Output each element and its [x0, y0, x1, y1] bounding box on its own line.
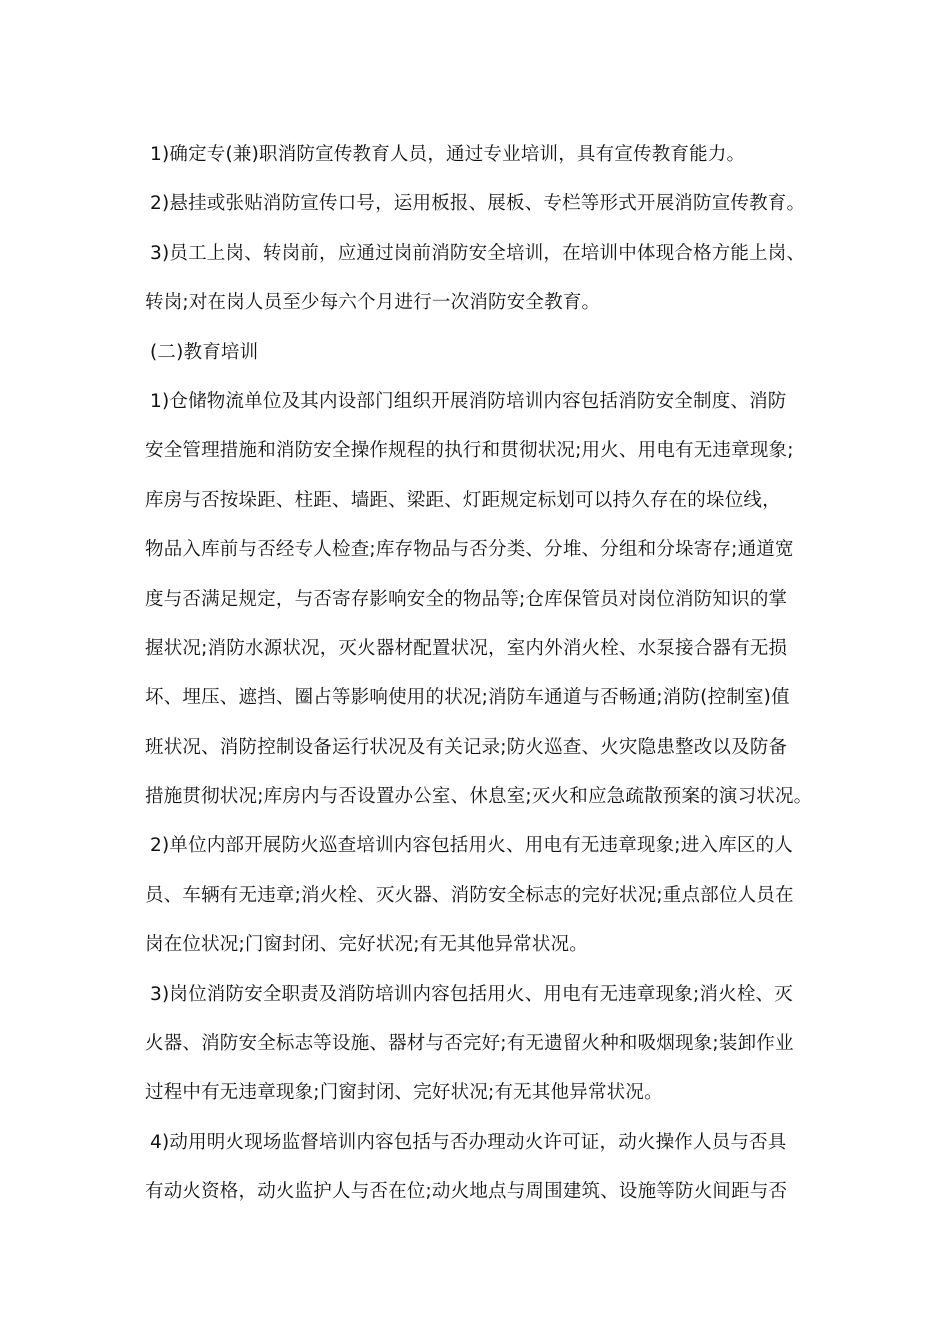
paragraph-line: 3)员工上岗、转岗前，应通过岗前消防安全培训，在培训中体现合格方能上岗、	[150, 242, 806, 264]
paragraph-line: 有动火资格，动火监护人与否在位;动火地点与周围建筑、设施等防火间距与否	[145, 1181, 788, 1203]
paragraph-line: 坏、埋压、遮挡、圈占等影响使用的状况;消防车通道与否畅通;消防(控制室)值	[145, 687, 790, 709]
paragraph-line: 库房与否按垛距、柱距、墙距、梁距、灯距规定标划可以持久存在的垛位线，	[145, 489, 781, 511]
paragraph-line: 4)动用明火现场监督培训内容包括与否办理动火许可证，动火操作人员与否具	[150, 1131, 787, 1153]
paragraph-line: 度与否满足规定，与否寄存影响安全的物品等;仓库保管员对岗位消防知识的掌	[145, 588, 788, 610]
paragraph-line: 物品入库前与否经专人检查;库存物品与否分类、分堆、分组和分垛寄存;通道宽	[145, 539, 794, 561]
section-heading: (二)教育培训	[150, 341, 259, 363]
paragraph-line: 过程中有无违章现象;门窗封闭、完好状况;有无其他异常状况。	[145, 1082, 663, 1104]
paragraph-line: 班状况、消防控制设备运行状况及有关记录;防火巡查、火灾隐患整改以及防备	[145, 736, 788, 758]
document-body	[145, 130, 825, 1217]
paragraph-line: 员、车辆有无违章;消火栓、灭火器、消防安全标志的完好状况;重点部位人员在	[145, 884, 794, 906]
paragraph-line: 1)仓储物流单位及其内设部门组织开展消防培训内容包括消防安全制度、消防	[150, 390, 787, 412]
paragraph-line: 2)悬挂或张贴消防宣传口号，运用板报、展板、专栏等形式开展消防宣传教育。	[150, 193, 806, 215]
paragraph-line: 2)单位内部开展防火巡查培训内容包括用火、用电有无违章现象;进入库区的人	[150, 835, 793, 857]
paragraph-line: 火器、消防安全标志等设施、器材与否完好;有无遗留火种和吸烟现象;装卸作业	[145, 1033, 794, 1055]
paragraph-line: 安全管理措施和消防安全操作规程的执行和贯彻状况;用火、用电有无违章现象;	[145, 440, 794, 462]
paragraph-line: 岗在位状况;门窗封闭、完好状况;有无其他异常状况。	[145, 934, 588, 956]
paragraph-line: 转岗;对在岗人员至少每六个月进行一次消防安全教育。	[145, 292, 601, 314]
paragraph-line: 措施贯彻状况;库房内与否设置办公室、休息室;灭火和应急疏散预案的演习状况。	[145, 786, 813, 808]
paragraph-line: 1)确定专(兼)职消防宣传教育人员，通过专业培训，具有宣传教育能力。	[150, 144, 746, 165]
paragraph-line: 握状况;消防水源状况，灭火器材配置状况，室内外消火栓、水泵接合器有无损	[145, 637, 788, 659]
paragraph-line: 3)岗位消防安全职责及消防培训内容包括用火、用电有无违章现象;消火栓、灭	[150, 983, 793, 1005]
